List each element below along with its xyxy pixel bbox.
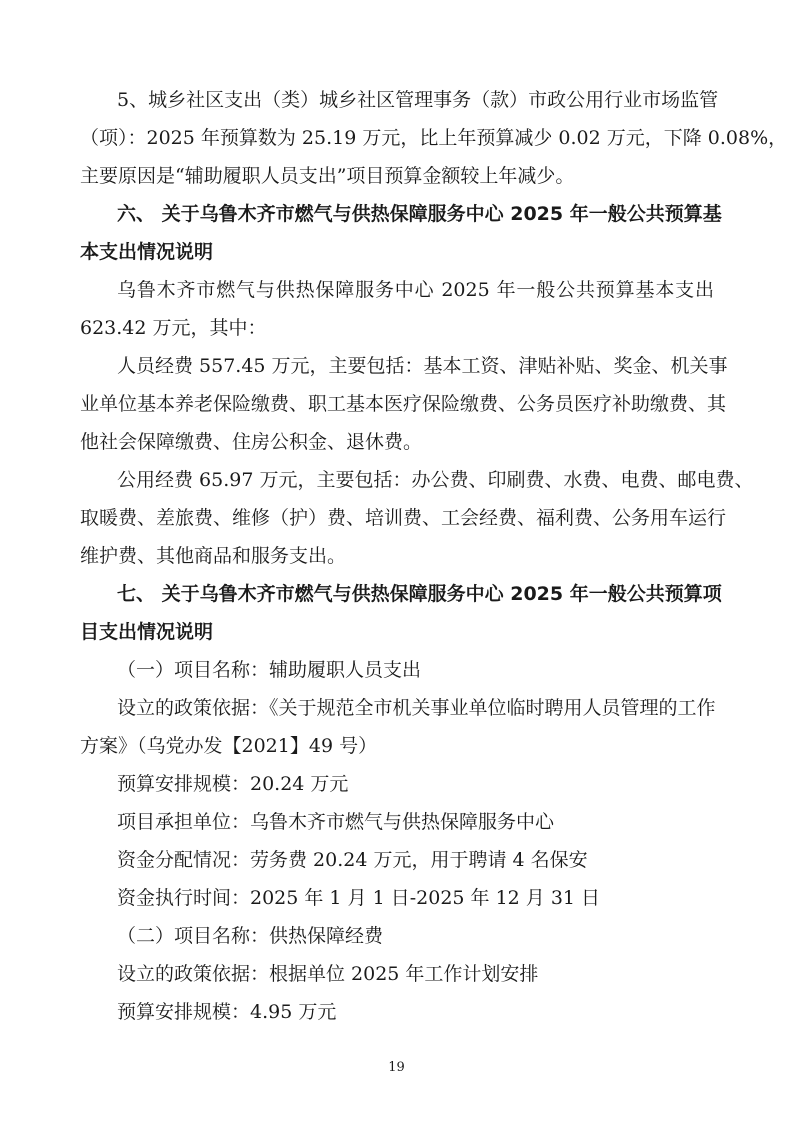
paragraph-line: 预算安排规模：4.95 万元 xyxy=(117,1001,337,1023)
section-heading: 本支出情况说明 xyxy=(80,241,214,263)
section-heading: 目支出情况说明 xyxy=(80,621,214,643)
paragraph-line: 主要原因是“辅助履职人员支出”项目预算金额较上年减少。 xyxy=(80,165,575,187)
paragraph-line: 公用经费 65.97 万元，主要包括：办公费、印刷费、水费、电费、邮电费、 xyxy=(117,469,754,491)
paragraph-line: 预算安排规模：20.24 万元 xyxy=(117,773,349,795)
subsection-heading: （一）项目名称：辅助履职人员支出 xyxy=(117,659,422,681)
paragraph-line: 5、城乡社区支出（类）城乡社区管理事务（款）市政公用行业市场监管 xyxy=(117,89,719,111)
paragraph-line: 资金执行时间：2025 年 1 月 1 日-2025 年 12 月 31 日 xyxy=(117,887,601,909)
paragraph-line: 业单位基本养老保险缴费、职工基本医疗保险缴费、公务员医疗补助缴费、其 xyxy=(80,393,727,415)
page-number: 19 xyxy=(388,1060,405,1075)
paragraph-line: 取暖费、差旅费、维修（护）费、培训费、工会经费、福利费、公务用车运行 xyxy=(80,507,727,529)
paragraph-line: 设立的政策依据：《关于规范全市机关事业单位临时聘用人员管理的工作 xyxy=(117,697,716,719)
section-heading: 六、 关于乌鲁木齐市燃气与供热保障服务中心 2025 年一般公共预算基 xyxy=(117,203,722,225)
paragraph-line: （项）：2025 年预算数为 25.19 万元，比上年预算减少 0.02 万元，下降 0.08%， xyxy=(80,127,788,149)
paragraph-line: 维护费、其他商品和服务支出。 xyxy=(80,545,347,567)
paragraph-line: 方案》（乌党办发【2021】49 号） xyxy=(80,735,378,757)
paragraph-line: 资金分配情况：劳务费 20.24 万元，用于聘请 4 名保安 xyxy=(117,849,588,871)
paragraph-line: 项目承担单位：乌鲁木齐市燃气与供热保障服务中心 xyxy=(117,811,555,833)
paragraph-line: 乌鲁木齐市燃气与供热保障服务中心 2025 年一般公共预算基本支出 xyxy=(117,279,714,301)
paragraph-line: 人员经费 557.45 万元，主要包括：基本工资、津贴补贴、奖金、机关事 xyxy=(117,355,728,377)
paragraph-line: 623.42 万元，其中： xyxy=(80,317,267,339)
section-heading: 七、 关于乌鲁木齐市燃气与供热保障服务中心 2025 年一般公共预算项 xyxy=(117,583,722,605)
subsection-heading: （二）项目名称：供热保障经费 xyxy=(117,925,384,947)
paragraph-line: 他社会保障缴费、住房公积金、退休费。 xyxy=(80,431,423,453)
paragraph-line: 设立的政策依据：根据单位 2025 年工作计划安排 xyxy=(117,963,539,985)
